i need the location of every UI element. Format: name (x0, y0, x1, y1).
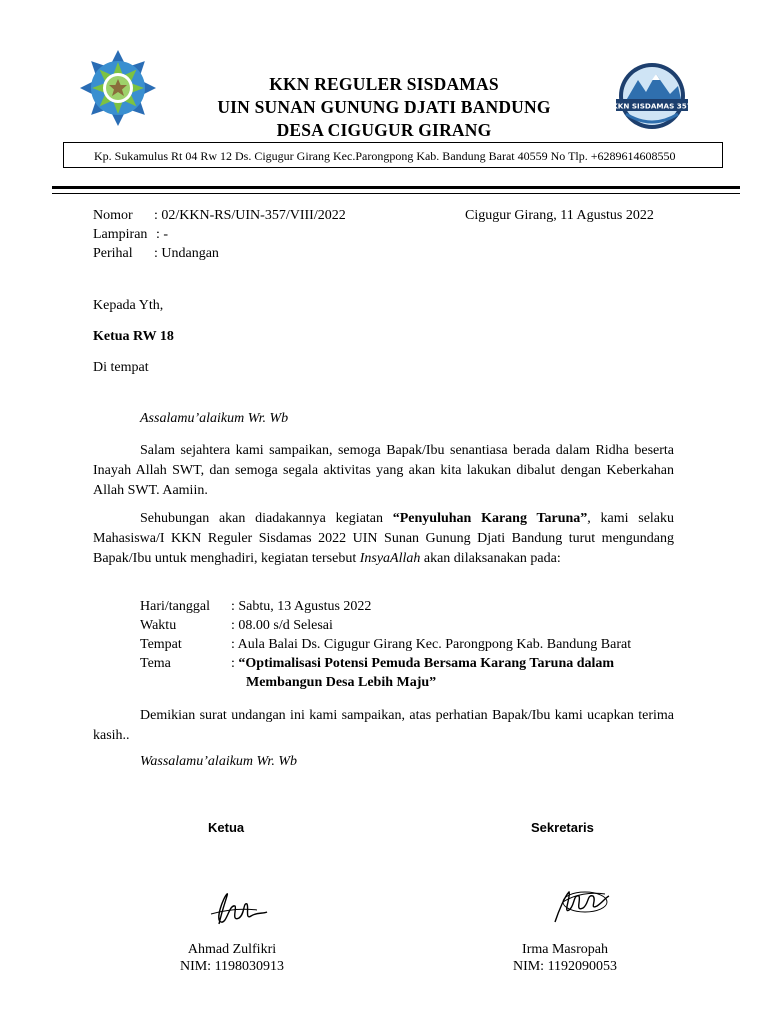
right-signer-title: Sekretaris (531, 820, 594, 835)
perihal-label: Perihal (93, 246, 133, 261)
recipient-name: Ketua RW 18 (93, 329, 174, 344)
hari-value: : Sabtu, 13 Agustus 2022 (231, 599, 372, 614)
tema-line-2: Membangun Desa Lebih Maju” (246, 675, 437, 690)
address-text: Kp. Sukamulus Rt 04 Rw 12 Ds. Cigugur Girang Kec.Parongpong Kab. Bandung Barat 40559 No Tlp. +6289614608550 (94, 149, 676, 163)
right-signer-nim: NIM: 1192090053 (512, 959, 618, 974)
paragraph-greeting: Salam sejahtera kami sampaikan, semoga Bapak/Ibu senantiasa berada dalam Ridha beserta Inayah Allah SWT, dan semoga segala aktivitas yang akan kita lakukan dibalut dengan Keberkahan Allah SWT. Aamiin. (93, 443, 674, 498)
left-signer-nim: NIM: 1198030913 (179, 959, 285, 974)
tema-value (231, 654, 614, 674)
header-divider-thick (52, 186, 740, 189)
tema-line-1: “Optimalisasi Potensi Pemuda Bersama Karang Taruna dalam (238, 656, 615, 671)
waktu-label: Waktu (140, 618, 177, 633)
left-signer-title: Ketua (208, 820, 245, 835)
left-signer-name: Ahmad Zulfikri (187, 942, 277, 957)
place-date: Cigugur Girang, 11 Agustus 2022 (465, 208, 654, 223)
kkn-sisdamas-logo (612, 60, 692, 132)
right-signer-name: Irma Masropah (522, 942, 608, 957)
insyaallah-text: InsyaAllah (359, 551, 421, 566)
right-signature-image (545, 880, 615, 935)
header-village: DESA CIGUGUR GIRANG (276, 120, 492, 140)
logo-text: KKN SISDAMAS 357 (612, 101, 692, 111)
paragraph-invitation (93, 509, 674, 569)
tema-label: Tema (140, 656, 171, 671)
address-box (63, 142, 723, 168)
left-signature-image (205, 884, 275, 939)
recipient-greeting: Kepada Yth, (93, 298, 164, 313)
lampiran-value: : - (156, 227, 169, 242)
hari-label: Hari/tanggal (140, 599, 210, 614)
event-name: “Penyuluhan Karang Taruna” (392, 511, 588, 526)
perihal-value: : Undangan (154, 246, 219, 261)
waktu-value: : 08.00 s/d Selesai (231, 618, 333, 633)
header-org-name: KKN REGULER SISDAMAS (269, 74, 499, 94)
closing-salutation: Wassalamu’alaikum Wr. Wb (140, 754, 297, 769)
opening-salutation: Assalamu’alaikum Wr. Wb (140, 411, 289, 426)
para2-part-b: , kami selaku Mahasiswa/I KKN Reguler Sisdamas 2022 UIN Sunan Gunung Djati Bandung turut mengundang Bapak/Ibu untuk menghadiri, kegiatan tersebut (93, 511, 675, 566)
paragraph-closing: Demikian surat undangan ini kami sampaikan, atas perhatian Bapak/Ibu kami ucapkan terima kasih.. (93, 708, 674, 743)
nomor-label: Nomor (93, 208, 133, 223)
tempat-value: : Aula Balai Ds. Cigugur Girang Kec. Parongpong Kab. Bandung Barat (231, 637, 632, 652)
header-divider-thin (52, 193, 740, 194)
tempat-label: Tempat (140, 637, 182, 652)
header-university: UIN SUNAN GUNUNG DJATI BANDUNG (217, 97, 551, 117)
tema-colon: : (231, 656, 239, 671)
para2-part-a: Sehubungan akan diadakannya kegiatan (140, 511, 393, 526)
para2-part-c: akan dilaksanakan pada: (420, 551, 561, 566)
nomor-value: : 02/KKN-RS/UIN-357/VIII/2022 (154, 208, 346, 223)
recipient-location: Di tempat (93, 360, 149, 375)
lampiran-label: Lampiran (93, 227, 148, 242)
